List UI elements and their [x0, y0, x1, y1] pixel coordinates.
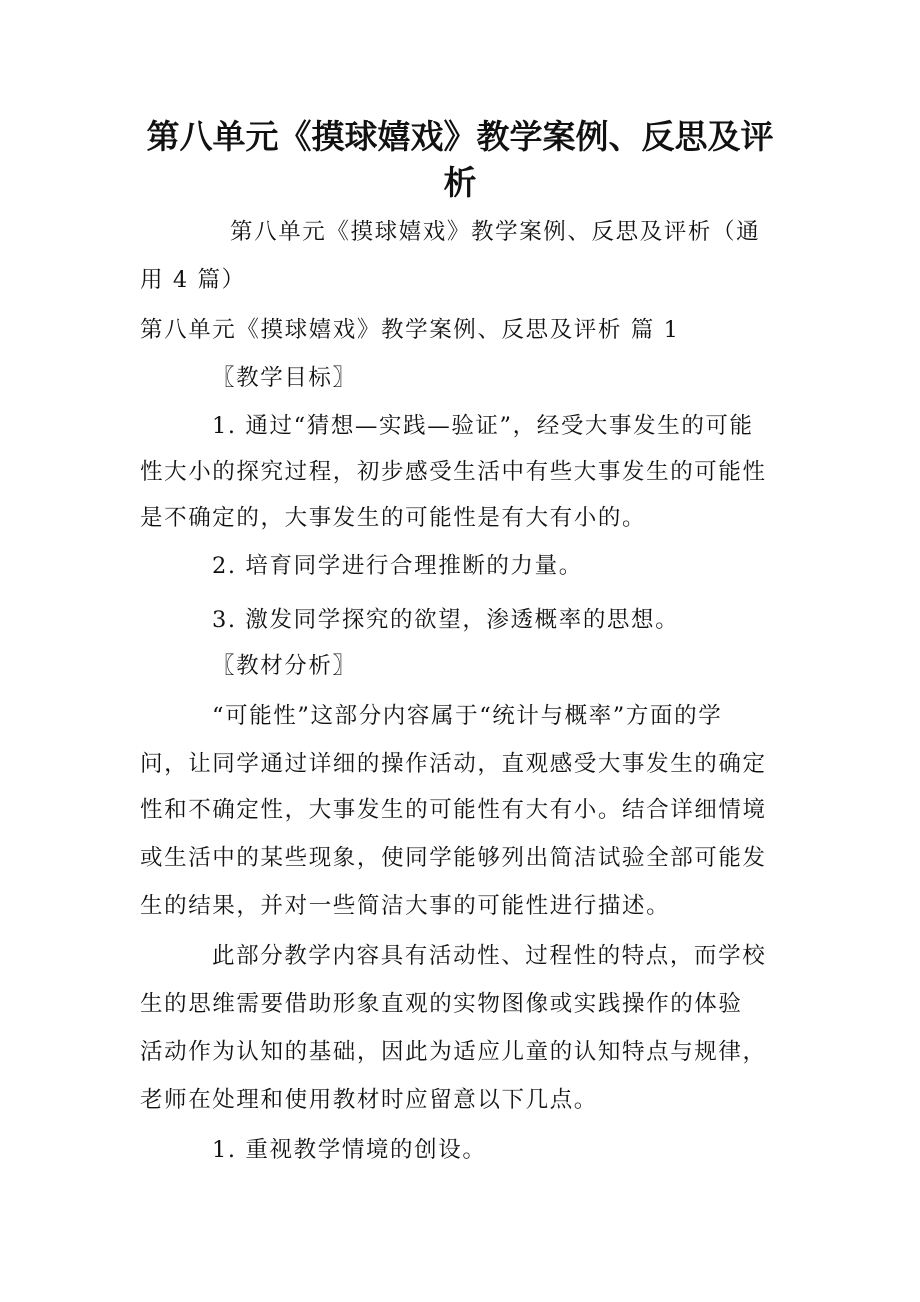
- subheading-material-analysis: 〖教材分析〗: [212, 653, 357, 679]
- paragraph-line: 老师在处理和使用教材时应留意以下几点。: [140, 1087, 598, 1113]
- paragraph-line: 1. 通过“猜想—实践—验证”，经受大事发生的可能: [212, 413, 754, 439]
- document-title-line-2: 析: [443, 163, 477, 202]
- paragraph-line: “可能性”这部分内容属于“统计与概率”方面的学: [212, 703, 723, 729]
- paragraph-line: 是不确定的，大事发生的可能性是有大有小的。: [140, 505, 647, 531]
- paragraph-line: 生的思维需要借助形象直观的实物图像或实践操作的体验: [140, 991, 743, 1017]
- subtitle-line: 用 4 篇）: [140, 267, 246, 293]
- subheading-teaching-goals: 〖教学目标〗: [212, 365, 357, 391]
- paragraph-line: 活动作为认知的基础，因此为适应儿童的认知特点与规律，: [140, 1039, 767, 1065]
- paragraph-line: 此部分教学内容具有活动性、过程性的特点，而学校: [212, 943, 767, 969]
- paragraph-line: 2. 培育同学进行合理推断的力量。: [212, 553, 583, 579]
- paragraph-line: 或生活中的某些现象，使同学能够列出简洁试验全部可能发: [140, 845, 767, 871]
- paragraph-line: 问，让同学通过详细的操作活动，直观感受大事发生的确定: [140, 751, 767, 777]
- paragraph-line: 性和不确定性，大事发生的可能性有大有小。结合详细情境: [140, 797, 767, 823]
- paragraph-line: 3. 激发同学探究的欲望，渗透概率的思想。: [212, 607, 680, 633]
- paragraph-line: 生的结果，并对一些简洁大事的可能性进行描述。: [140, 893, 671, 919]
- paragraph-line: 性大小的探究过程，初步感受生活中有些大事发生的可能性: [140, 459, 767, 485]
- section-heading: 第八单元《摸球嬉戏》教学案例、反思及评析 篇 1: [140, 317, 680, 343]
- subtitle-line: 第八单元《摸球嬉戏》教学案例、反思及评析（通: [230, 219, 761, 245]
- paragraph-line: 1. 重视教学情境的创设。: [212, 1137, 487, 1163]
- document-title-line-1: 第八单元《摸球嬉戏》教学案例、反思及评: [146, 117, 774, 156]
